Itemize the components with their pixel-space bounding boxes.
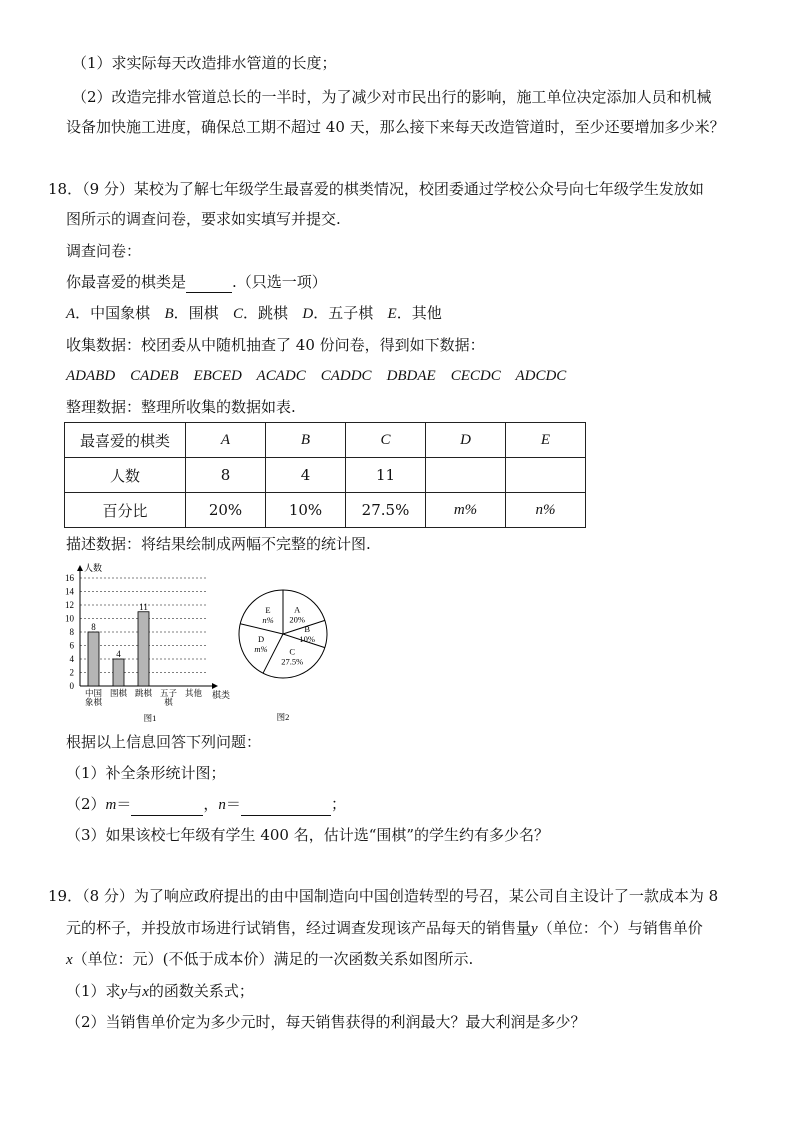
pie-slice-label: E (265, 604, 271, 615)
survey-question-prefix: 你最喜爱的棋类是 (66, 273, 187, 291)
pie-slice-value: 20% (289, 614, 306, 625)
q18-stem-line1: 18．（9 分）某校为了解七年级学生最喜爱的棋类情况，校团委通过学校公众号向七年级学生发放如 (48, 180, 704, 198)
y-tick-label: 12 (65, 600, 74, 610)
answer-blank-m (131, 799, 203, 816)
table-cell: 人数 (65, 458, 186, 493)
data-code: CECDC (450, 368, 501, 384)
table-cell: 4 (266, 458, 346, 493)
var-n: n (218, 797, 226, 813)
q19-stem-line2: 元的杯子，并投放市场进行试销售，经过调查发现该产品每天的销售量y（单位：个）与销售单价 (66, 919, 703, 937)
table-cell: 最喜爱的棋类 (65, 423, 186, 458)
q18-stem-line2: 图所示的调查问卷，要求如实填写并提交. (66, 210, 341, 228)
y-tick-label: 10 (65, 613, 74, 624)
y-tick-label: 6 (69, 640, 74, 651)
table-cell: 8 (186, 458, 266, 493)
survey-options (66, 302, 442, 325)
survey-data-codes (66, 365, 566, 387)
data-table (64, 422, 586, 528)
answer-blank (186, 276, 232, 293)
y-tick-label: 14 (65, 586, 74, 597)
x-tick-label: 跳棋 (134, 688, 153, 698)
table-cell (426, 458, 506, 493)
equals-sign: ＝ (116, 795, 132, 813)
y-tick-label: 2 (69, 667, 74, 678)
bar-value-label: 8 (91, 622, 96, 632)
survey-question-suffix: .（只选一项） (232, 273, 327, 291)
q18-sub2 (66, 793, 346, 816)
var-m: m (105, 797, 117, 813)
pie-chart (228, 580, 338, 730)
var-y: y (120, 984, 128, 1000)
table-cell: B (266, 423, 346, 458)
describe-data-text: 描述数据：将结果绘制成两幅不完整的统计图. (66, 535, 371, 553)
survey-title: 调查问卷： (66, 242, 142, 260)
q17-sub1: （1）求实际每天改造排水管道的长度； (72, 54, 337, 72)
bar-value-label: 4 (116, 649, 121, 659)
q19-stem-line1: 19．（8 分）为了响应政府提出的由中国制造向中国创造转型的号召，某公司自主设计了一款成本为 8 (48, 887, 719, 905)
q18-sub1: （1）补全条形统计图； (66, 764, 226, 782)
organize-data-text: 整理数据：整理所收集的数据如表. (66, 398, 296, 416)
x-tick-label: 五子 (159, 688, 178, 698)
table-cell: 百分比 (65, 493, 186, 528)
y-tick-label: 4 (69, 654, 74, 664)
option-a: A．中国象棋 (66, 304, 151, 322)
data-code: DBDAE (386, 368, 436, 384)
q17-sub2-line2: 设备加快施工进度，确保总工期不超过 40 天，那么接下来每天改造管道时，至少还要增加多少米？ (66, 118, 725, 136)
data-code: ACADC (256, 368, 306, 384)
x-tick-label: 象棋 (84, 697, 103, 707)
pie-slice-edge (240, 624, 283, 634)
table-cell: C (346, 423, 426, 458)
q18-sub2-prefix: （2） (66, 795, 106, 813)
pie-slice-label: A (294, 604, 301, 615)
pie-slice-label: D (257, 634, 265, 645)
table-cell: A (186, 423, 266, 458)
y-tick-label: 0 (69, 681, 74, 691)
table-row (65, 493, 586, 528)
table-cell: 10% (266, 493, 346, 528)
bar-chart (56, 562, 236, 724)
y-axis-label: 人数 (84, 563, 103, 573)
data-code: CADEB (130, 368, 179, 384)
semicolon: ； (330, 795, 346, 813)
q19-stem-line3: x（单位：元）(不低于成本价）满足的一次函数关系如图所示. (66, 950, 474, 968)
q19-sub1: （1）求y与x的函数关系式； (66, 982, 254, 1000)
pie-slice-value: 27.5% (281, 656, 304, 667)
x-tick-label: 围棋 (109, 688, 128, 698)
table-cell: 20% (186, 493, 266, 528)
answer-intro: 根据以上信息回答下列问题： (66, 733, 262, 751)
y-tick-label: 8 (69, 627, 74, 637)
answer-blank-n (241, 799, 331, 816)
table-cell: 11 (346, 458, 426, 493)
pie-slice-label: B (304, 624, 311, 634)
table-cell: 27.5% (346, 493, 426, 528)
table-cell: D (426, 423, 506, 458)
pie-slice-value: n% (262, 614, 274, 625)
collect-data-text: 收集数据：校团委从中随机抽查了 40 份问卷，得到如下数据： (66, 336, 485, 354)
table-cell: m% (426, 493, 506, 528)
data-code: ADCDC (515, 368, 567, 384)
option-d: D．五子棋 (302, 304, 374, 322)
var-x: x (66, 952, 73, 968)
bar (88, 632, 99, 686)
var-x: x (142, 984, 149, 1000)
bar (113, 659, 124, 686)
option-b: B．围棋 (164, 304, 219, 322)
table-cell (506, 458, 586, 493)
data-code: EBCED (193, 368, 242, 384)
table-row (65, 458, 586, 493)
table-cell: E (506, 423, 586, 458)
q19-sub2: （2）当销售单价定为多少元时，每天销售获得的利润最大？最大利润是多少？ (66, 1013, 586, 1031)
var-y: y (531, 921, 538, 937)
chart-caption: 图1 (143, 713, 157, 723)
survey-question (66, 271, 327, 293)
bar (138, 612, 149, 686)
table-cell: n% (506, 493, 586, 528)
option-e: E．其他 (387, 304, 442, 322)
data-code: ADABD (66, 368, 116, 384)
y-axis-arrow (77, 565, 83, 571)
pie-slice-value: m% (254, 644, 268, 655)
x-axis-arrow (212, 683, 218, 689)
x-axis-label: 棋类 (212, 690, 231, 700)
bar-value-label: 11 (139, 601, 148, 612)
table-header-row (65, 423, 586, 458)
y-tick-label: 16 (65, 573, 74, 583)
q18-sub3: （3）如果该校七年级有学生 400 名，估计选“围棋”的学生约有多少名？ (66, 826, 550, 844)
data-code: CADDC (320, 368, 372, 384)
x-tick-label: 棋 (164, 697, 173, 707)
option-c: C．跳棋 (233, 304, 289, 322)
pie-slice-label: C (289, 646, 296, 657)
pie-slice-value: 10% (299, 634, 315, 644)
comma: ， (203, 795, 219, 813)
q17-sub2-line1: （2）改造完排水管道总长的一半时，为了减少对市民出行的影响，施工单位决定添加人员和机械 (72, 88, 712, 106)
equals-sign: ＝ (225, 795, 241, 813)
x-tick-label: 其他 (184, 688, 203, 698)
chart-caption: 图2 (276, 712, 290, 722)
x-tick-label: 中国 (84, 688, 103, 698)
